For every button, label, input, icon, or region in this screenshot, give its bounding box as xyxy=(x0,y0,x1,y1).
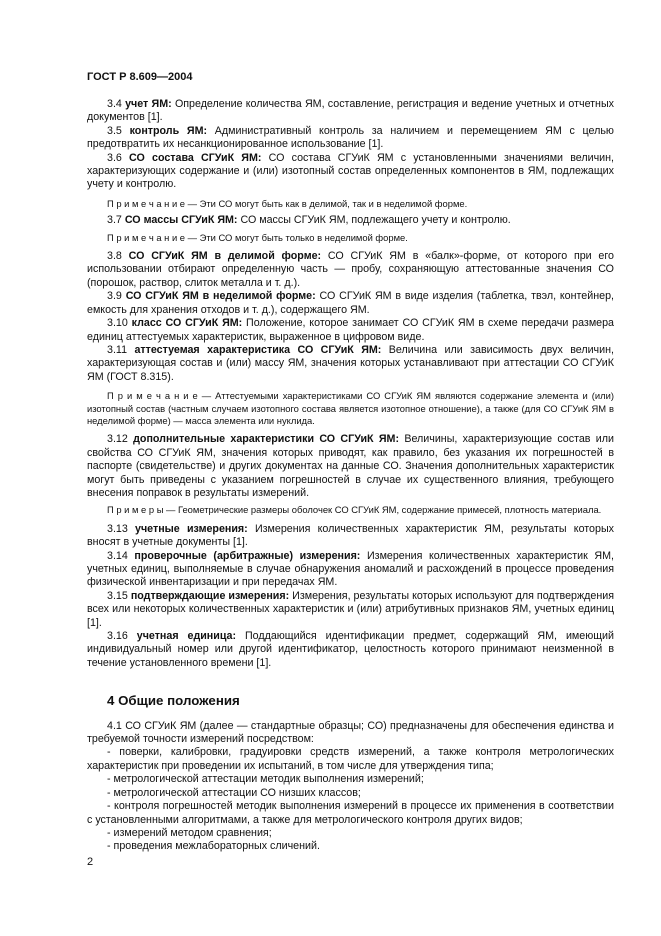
term-3-10: 3.10 класс СО СГУиК ЯМ: Положение, которое занимает СО СГУиК ЯМ в схеме передачи размера единиц аттестуемых характеристик, выраженное в цифровом виде. xyxy=(87,317,615,343)
note-2: П р и м е ч а н и е — Эти СО могут быть только в неделимой форме. xyxy=(107,231,408,243)
document-header: ГОСТ Р 8.609—2004 xyxy=(87,71,193,83)
term-3-4: 3.4 учет ЯМ: Определение количества ЯМ, составление, регистрация и ведение учетных и отчетных документов [1]. xyxy=(87,98,614,124)
page-number: 2 xyxy=(87,856,94,868)
term-3-6: 3.6 СО состава СГУиК ЯМ: СО состава СГУиК ЯМ с установленными значениями величин, характеризующих содержание и (или) изотопный состав определенных компонентов в ЯМ, подлежащих учету и контролю. xyxy=(87,151,614,191)
term-3-11: 3.11 аттестуемая характеристика СО СГУиК ЯМ: Величина или зависимость двух величин, характеризующая состав и (или) массу ЯМ, значения которых устанавливают при аттестации СО СГУиК ЯМ (ГОСТ 8.315). xyxy=(87,343,614,383)
term-3-13: 3.13 учетные измерения: Измерения количественных характеристик ЯМ, результаты которых вносят в учетные документы [1]. xyxy=(87,522,614,549)
term-3-16: 3.16 учетная единица: Поддающийся идентификации предмет, содержащий ЯМ, имеющий индивидуальный номер или другой идентификатор, целостность которого принимают неизменной в течение установленного времени [1]. xyxy=(87,630,614,669)
note-3: П р и м е ч а н и е — Аттестуемыми характеристиками СО СГУиК ЯМ являются содержание элемента и (или) изотопный состав (частным случаем изотопного состава является изотопное отношение), а также (для СО СГУиК ЯМ в неделимой форме) — масса элемента или нуклида. xyxy=(87,390,614,426)
term-3-12: 3.12 дополнительные характеристики СО СГУиК ЯМ: Величины, характеризующие состав или свойства СО СГУиК ЯМ, значения которых приводят, как правило, без указания их погрешностей в паспорте (свидетельстве) и других документах на данные СО. Значения дополнительных характеристик могут быть приведены с указанием погрешностей в случае их существенного влияния, требующего внесения поправок в результаты измерений. xyxy=(87,433,614,499)
list-item: - контроля погрешностей методик выполнения измерений в процессе их применения в соответствии с установленными алгоритмами, а также для метрологического контроля других видов; xyxy=(87,800,614,826)
example-note: П р и м е р ы — Геометрические размеры оболочек СО СГУиК ЯМ, содержание примесей, плотность материала. xyxy=(107,504,602,516)
term-3-14: 3.14 проверочные (арбитражные) измерения: Измерения количественных характеристик ЯМ, учетных единиц, выполняемые в случае обнаружения аномалий и расхождений в процессе проведения физической инвентаризации и при передачах ЯМ. xyxy=(87,549,614,589)
list-item: - метрологической аттестации СО низших классов; xyxy=(107,786,361,799)
note-1: П р и м е ч а н и е — Эти СО могут быть как в делимой, так и в неделимой форме. xyxy=(107,197,468,209)
term-3-8: 3.8 СО СГУиК ЯМ в делимой форме: СО СГУиК ЯМ в «балк»-форме, от которого при его использовании отбирают определенную часть — пробу, сохраняющую аттестованные значения СО (порошок, раствор, слиток металла и т. д.). xyxy=(87,250,614,289)
section-4-1-intro: 4.1 СО СГУиК ЯМ (далее — стандартные образцы; СО) предназначены для обеспечения единства и требуемой точности измерений посредством: xyxy=(87,719,614,746)
term-3-5: 3.5 контроль ЯМ: Административный контроль за наличием и перемещением ЯМ с целью предотвратить их несанкционированное использование [1]. xyxy=(87,124,614,151)
document-body xyxy=(87,98,614,854)
list-item: - измерений методом сравнения; xyxy=(107,826,272,839)
list-item: - проведения межлабораторных сличений. xyxy=(107,840,320,853)
list-item: - поверки, калибровки, градуировки средств измерений, а также контроля метрологических характеристик при проведении их испытаний, в том числе для утверждения типа; xyxy=(87,746,614,772)
term-3-7: 3.7 СО массы СГУиК ЯМ: СО массы СГУиК ЯМ, подлежащего учету и контролю. xyxy=(107,214,511,227)
list-item: - метрологической аттестации методик выполнения измерений; xyxy=(107,773,424,786)
section-4-heading: 4 Общие положения xyxy=(107,693,240,709)
term-3-9: 3.9 СО СГУиК ЯМ в неделимой форме: СО СГУиК ЯМ в виде изделия (таблетка, твэл, контейнер, емкость для хранения отходов и т. д.), содержащего ЯМ. xyxy=(87,290,614,316)
term-3-15: 3.15 подтверждающие измерения: Измерения, результаты которых используют для подтверждения всех или некоторых количественных характеристик и (или) атрибутивных признаков ЯМ, учетных единиц [1]. xyxy=(87,589,614,629)
